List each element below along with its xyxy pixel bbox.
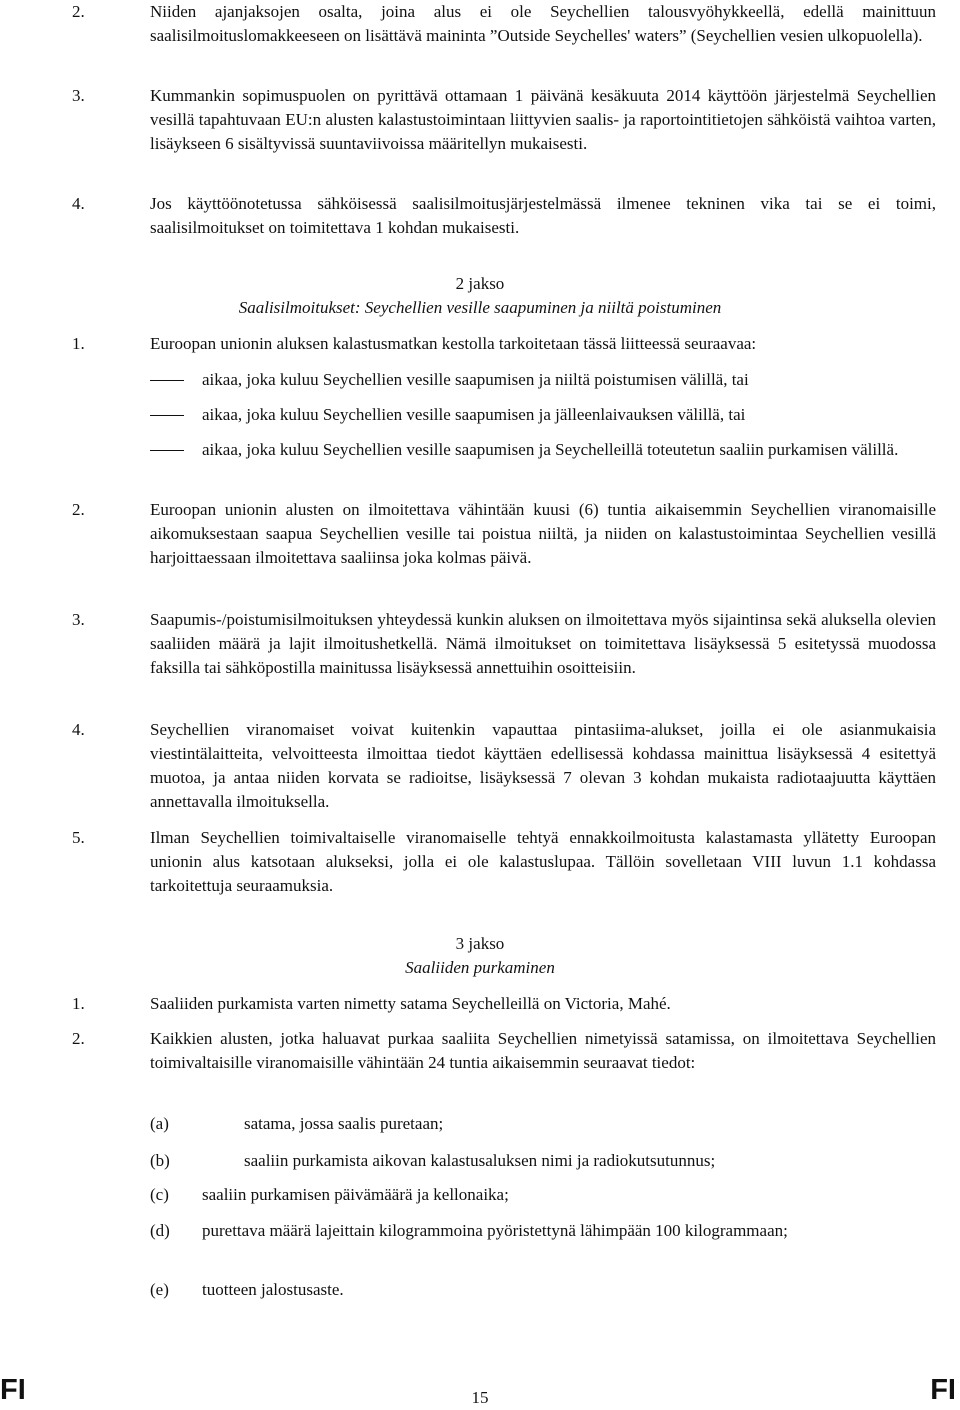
paragraph-text: Kummankin sopimuspuolen on pyrittävä ottamaan 1 päivänä kesäkuuta 2014 käyttöön järjestelmä Seychellien vesillä tapahtuvaan EU:n alusten kalastustoimintaan liittyvien saalis- ja raportointitietojen sähköistä vaihtoa varten, lisäykseen 6 sisältyvissä suuntaviivoissa määritellyn mukaisesti.: [150, 86, 936, 153]
paragraph-text: Seychellien viranomaiset voivat kuitenkin vapauttaa pintasiima-alukset, joilla ei ole asianmukaisia viestintälaitteita, velvoitteesta ilmoittaa tiedot käyttäen edellisessä kohdassa mainittua lisäyksessä 4 esitettyä muotoa, ja antaa niiden korvata se radioitse, lisäyksessä 7 olevan 3 kohdan mukaista radiotaajuutta käyttäen annettavalla ilmoituksella.: [150, 720, 936, 811]
lettered-item-a: [150, 1112, 936, 1136]
footer-language-right: FI: [930, 1374, 956, 1406]
section-3-paragraph-1: [72, 992, 936, 1016]
section-2-paragraph-1: [72, 332, 936, 356]
dash-marker: [150, 380, 184, 381]
paragraph-text: Euroopan unionin alusten on ilmoitettava vähintään kuusi (6) tuntia aikaisemmin Seychellien viranomaisille aikomuksestaan saapua Seychellien vesille tai poistua niiltä, ja niiden on kalastustoimintaa Seychellien vesillä harjoittaessaan ilmoitettava saaliinsa joka kolmas päivä.: [150, 500, 936, 567]
dash-item-text: aikaa, joka kuluu Seychellien vesille saapumisen ja niiltä poistumisen välillä, tai: [202, 370, 749, 389]
paragraph-number: 5.: [72, 828, 85, 847]
dash-list-item: [150, 368, 936, 392]
dash-item-text: aikaa, joka kuluu Seychellien vesille saapumisen ja jälleenlaivauksen välillä, tai: [202, 405, 746, 424]
paragraph-text: Saapumis-/poistumisilmoituksen yhteydessä kunkin aluksen on ilmoitettava myös sijaintinsa sekä aluksella olevien saaliiden määrä ja lajit ilmoitushetkellä. Nämä ilmoitukset on toimitettava lisäyksessä 5 esitetyssä muodossa faksilla tai sähköpostilla mainitussa lisäyksessä annettuihin osoitteisiin.: [150, 610, 936, 677]
item-text: satama, jossa saalis puretaan;: [244, 1114, 444, 1133]
paragraph-number: 4.: [72, 194, 85, 213]
item-label: (a): [150, 1114, 169, 1133]
dash-item-text: aikaa, joka kuluu Seychellien vesille saapumisen ja Seychelleillä toteutetun saaliin purkamisen välillä.: [202, 440, 899, 459]
lettered-item-b: [150, 1149, 936, 1173]
section-3-paragraph-2: [72, 1027, 936, 1075]
paragraph-number: 2.: [72, 500, 85, 519]
item-text: saaliin purkamista aikovan kalastusaluksen nimi ja radiokutsutunnus;: [244, 1151, 716, 1170]
paragraph-number: 1.: [72, 994, 85, 1013]
section-2-paragraph-4: [72, 718, 936, 814]
section-3-subtitle: Saaliiden purkaminen: [405, 958, 555, 977]
paragraph-text: Niiden ajanjaksojen osalta, joina alus ei ole Seychellien talousvyöhykkeellä, edellä mainittuun saalisilmoituslomakkeeseen on lisättävä maininta ”Outside Seychelles' waters” (Seychellien vesien ulkopuolella).: [150, 2, 936, 45]
section-3-heading: [0, 932, 960, 980]
dash-list-item: [150, 438, 936, 462]
item-text: purettava määrä lajeittain kilogrammoina pyöristettynä lähimpään 100 kilogrammaan;: [202, 1221, 788, 1240]
paragraph-text: Jos käyttöönotetussa sähköisessä saalisilmoitusjärjestelmässä ilmenee tekninen vika tai se ei toimi, saalisilmoitukset on toimitettava 1 kohdan mukaisesti.: [150, 194, 936, 237]
paragraph-top-3: [72, 84, 936, 156]
dash-marker: [150, 450, 184, 451]
section-3-title: 3 jakso: [455, 934, 505, 953]
paragraph-number: 4.: [72, 720, 85, 739]
item-label: (b): [150, 1151, 170, 1170]
paragraph-number: 3.: [72, 610, 85, 629]
section-2-subtitle: Saalisilmoitukset: Seychellien vesille saapuminen ja niiltä poistuminen: [238, 298, 722, 317]
item-text: tuotteen jalostusaste.: [202, 1280, 344, 1299]
dash-marker: [150, 415, 184, 416]
paragraph-number: 1.: [72, 334, 85, 353]
page-number: 15: [471, 1388, 489, 1407]
item-label: (c): [150, 1185, 169, 1204]
paragraph-number: 2.: [72, 2, 85, 21]
paragraph-text: Saaliiden purkamista varten nimetty satama Seychelleillä on Victoria, Mahé.: [150, 994, 671, 1013]
footer-language-left: FI: [0, 1374, 26, 1406]
item-label: (d): [150, 1221, 170, 1240]
paragraph-text: Kaikkien alusten, jotka haluavat purkaa saaliita Seychellien nimetyissä satamissa, on ilmoitettava Seychellien toimivaltaisille viranomaisille vähintään 24 tuntia aikaisemmin seuraavat tiedot:: [150, 1029, 936, 1072]
section-2-heading: [0, 272, 960, 320]
paragraph-text: Euroopan unionin aluksen kalastusmatkan kestolla tarkoitetaan tässä liitteessä seuraavaa:: [150, 334, 757, 353]
paragraph-top-2: [72, 0, 936, 48]
lettered-item-c: [150, 1183, 936, 1207]
paragraph-text: Ilman Seychellien toimivaltaiselle viranomaiselle tehtyä ennakkoilmoitusta kalastamasta yllätetty Euroopan unionin alus katsotaan alukseksi, jolla ei ole kalastuslupaa. Tällöin sovelletaan VIII luvun 1.1 kohdassa tarkoitettuja seuraamuksia.: [150, 828, 936, 895]
section-2-title: 2 jakso: [455, 274, 505, 293]
paragraph-top-4: [72, 192, 936, 240]
section-2-paragraph-5: [72, 826, 936, 898]
item-label: (e): [150, 1280, 169, 1299]
section-2-paragraph-2: [72, 498, 936, 570]
paragraph-number: 3.: [72, 86, 85, 105]
item-text: saaliin purkamisen päivämäärä ja kellonaika;: [202, 1185, 509, 1204]
section-2-paragraph-3: [72, 608, 936, 680]
dash-list-item: [150, 403, 936, 427]
paragraph-number: 2.: [72, 1029, 85, 1048]
lettered-item-e: [150, 1278, 936, 1302]
lettered-item-d: [150, 1219, 936, 1243]
